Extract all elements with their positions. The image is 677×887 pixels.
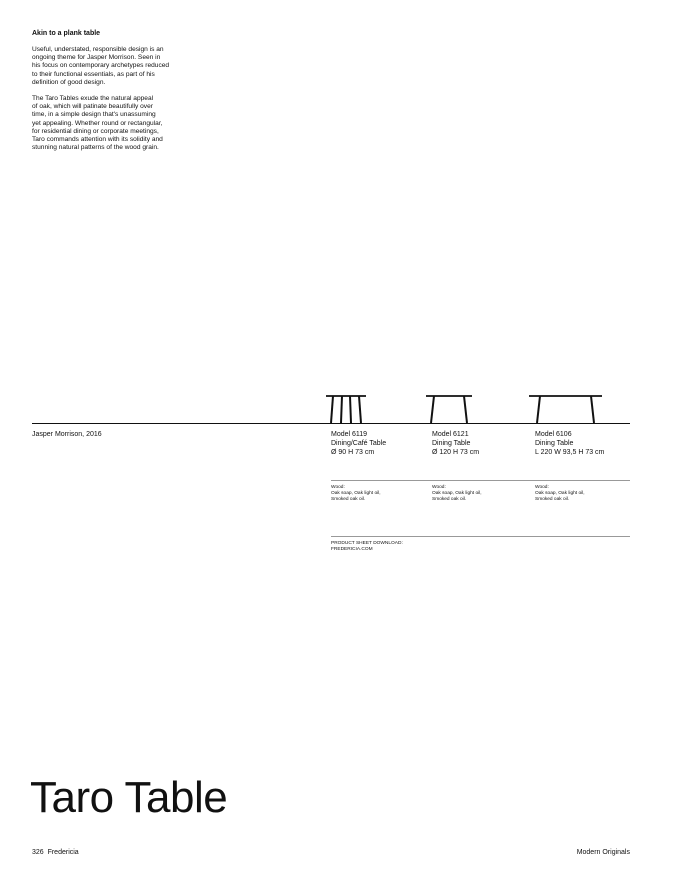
page-number: 326 [32,849,44,856]
wood-label: Wood: [432,485,446,490]
wood-label: Wood: [331,485,345,490]
download-link[interactable]: FREDERICIA.COM [331,547,373,552]
wood-finishes: Oak soap, Oak light oil, [432,491,482,496]
intro-line: The Taro Tables exude the natural appeal [32,95,154,103]
model-dimensions: Ø 120 H 73 cm [432,449,480,456]
wood-finishes: Oak soap, Oak light oil, [331,491,381,496]
wood-label: Wood: [535,485,549,490]
model-type: Dining/Café Table [331,440,387,447]
footer-left [32,848,79,857]
footer-brand: Fredericia [47,849,79,856]
intro-block [32,29,192,160]
product-sheet-download[interactable] [331,541,403,553]
table-6121-drawing [426,396,472,423]
model-6121-wood [432,485,482,503]
wood-finishes: Oak soap, Oak light oil, [535,491,585,496]
intro-line: of oak, which will patinate beautifully over [32,103,153,111]
intro-line: for residential dining or corporate meetings, [32,127,159,135]
model-name: Model 6121 [432,431,469,438]
wood-finishes: Smoked oak oil. [535,497,570,502]
model-6121-spec [432,430,479,457]
model-6119-spec [331,430,386,457]
model-6119-wood [331,485,381,503]
model-type: Dining Table [535,440,574,447]
model-name: Model 6106 [535,431,572,438]
wood-finishes: Smoked oak oil. [432,497,467,502]
page-title: Taro Table [30,773,228,822]
spec-divider-bottom [331,536,630,537]
model-type: Dining Table [432,440,471,447]
wood-finishes: Smoked oak oil. [331,497,366,502]
footer-section: Modern Originals [576,849,630,856]
intro-paragraph-1 [32,46,192,87]
model-dimensions: L 220 W 93,5 H 73 cm [535,449,605,456]
model-6106-spec [535,430,604,457]
download-label: PRODUCT SHEET DOWNLOAD: [331,541,403,546]
designer-credit: Jasper Morrison, 2016 [32,431,102,438]
intro-line: yet appealing. Whether round or rectangular, [32,119,163,127]
intro-line: time, in a simple design that's unassuming [32,111,156,119]
spec-divider-top [331,480,630,481]
intro-heading: Akin to a plank table [32,30,101,37]
model-6106-wood [535,485,585,503]
table-silhouettes [320,392,630,424]
intro-line: to their functional essentials, as part of his [32,70,155,78]
table-6106-drawing [529,396,602,423]
model-name: Model 6119 [331,431,368,438]
table-6119-drawing [326,396,366,423]
intro-paragraph-2 [32,95,192,152]
model-dimensions: Ø 90 H 73 cm [331,449,375,456]
intro-line: ongoing theme for Jasper Morrison. Seen in [32,54,161,62]
intro-line: Taro commands attention with its solidity and [32,136,163,144]
intro-line: definition of good design. [32,78,106,86]
intro-line: Useful, understated, responsible design is an [32,46,164,53]
main-divider [32,423,630,424]
intro-line: stunning natural patterns of the wood grain. [32,144,159,152]
intro-line: his focus on contemporary archetypes reduced [32,62,170,70]
